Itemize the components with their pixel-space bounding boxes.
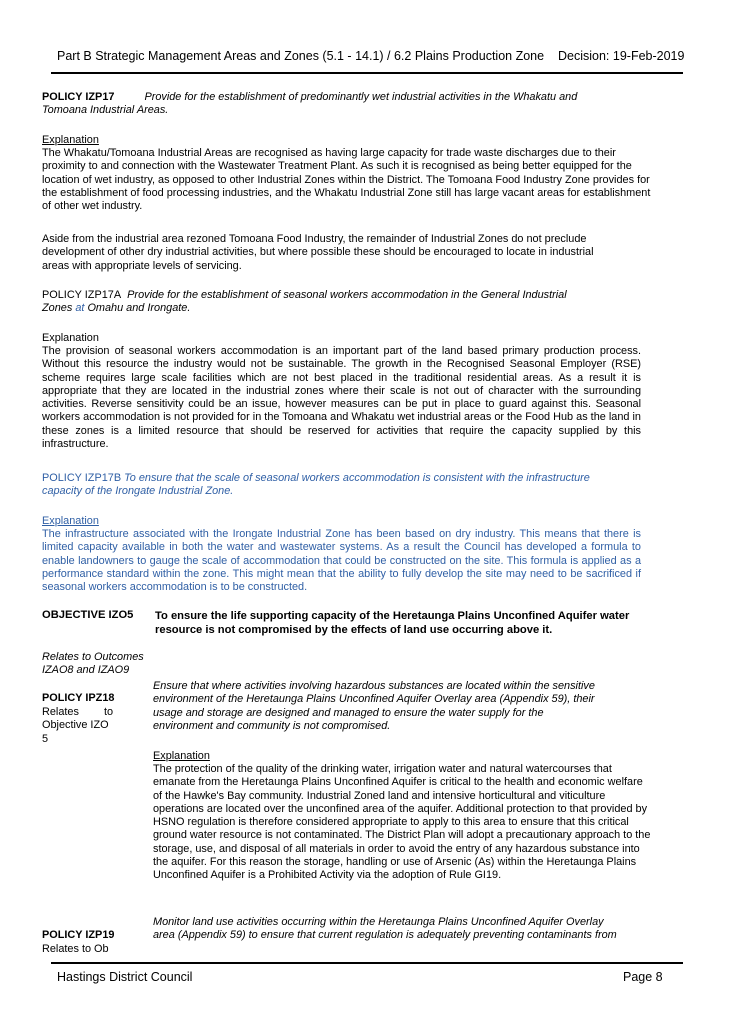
policy-izp17-text-cont: Tomoana Industrial Areas. [42,104,169,117]
header-rule [51,72,683,74]
policy-ipz18-text: Ensure that where activities involving hazardous substances are located within the sensitive environment of the Heretaunga Plains Unconfined Aquifer Overlay area (Appendix 59), their usage and storage are designed and managed to ensure the water supply for the environment and community is not compromised. [153,680,595,732]
policy-izp19-text: Monitor land use activities occurring within the Heretaunga Plains Unconfined Aquifer Overlay area (Appendix 59) to ensure that current regulation is adequately preventing contaminants from [153,916,617,942]
footer-council: Hastings District Council [57,970,193,984]
policy-izp19-relates: Relates to Ob [42,943,109,955]
policy-izp17a: POLICY IZP17A Provide for the establishment of seasonal workers accommodation in the General Industrial Zones at Omahu and Irongate. [42,289,567,315]
izp17a-explanation-body: The provision of seasonal workers accommodation is an important part of the land based primary production process. Without this resource the industry would not be sustainable. The growth in the Recognised Seasonal Employer (RSE) scheme requires large scale facilities which are not best placed in the traditional residential areas. As a result it is appropriate that they are located in the industrial zones where their scale is not out of character with the surrounding activities. Reverse sensitivity could be an issue, however measures can be put in place to guard against this. Seasonal workers accommodation is not provided for in the Tomoana and Whakatu wet industrial areas or the Food Hub as the land in these zones is a limited resource that should be reserved for activities that require the capacity supplied by this infrastructure. [42,345,641,451]
policy-izp17b-label: POLICY IZP17B [42,472,122,484]
policy-ipz18-relates: Relates to Objective IZO 5 [42,706,114,745]
izp17a-explanation-heading: Explanation [42,332,99,344]
footer-rule [51,962,683,964]
policy-izp19-label: POLICY IZP19 [42,929,115,941]
policy-izp17b: POLICY IZP17B To ensure that the scale of seasonal workers accommodation is consistent with the infrastructure capacity of the Irongate Industrial Zone. [42,472,590,498]
objective-relates-to-outcomes: Relates to Outcomes IZAO8 and IZAO9 [42,651,144,677]
ipz18-explanation-heading: Explanation [153,750,210,762]
izp17b-explanation-body: The infrastructure associated with the Irongate Industrial Zone has been based on dry industry. This means that there is limited capacity available in both the water and wastewater systems. As a result the Council has developed a formula to enable landowners to gauge the scale of accommodation that could be constructed on the site. This formula is applied as a performance standard within the zone. This might mean that the ability to fully develop the site may need to be sacrificed if seasonal workers accommodation is to be constructed. [42,528,641,594]
policy-ipz18-label: POLICY IPZ18 [42,692,115,704]
policy-izp17a-label: POLICY IZP17A [42,289,122,301]
ipz18-explanation-body: The protection of the quality of the drinking water, irrigation water and natural watercourses that emanate from the Heretaunga Plains Unconfined Aquifer is critical to the health and economic welfare of the Hawke's Bay community. Industrial Zoned land and intensive horticultural and viticulture operations are located over the unconfined area of the aquifer. Additional protection to that provided by HSNO regulation is therefore considered appropriate to apply to this area to ensure that this critical ground water resource is not contaminated. The District Plan will adopt a precautionary approach to the storage, use, and disposal of all materials in order to avoid the entry of any hazardous substance into the aquifer. For this reason the storage, handling or use of Arsenic (As) within the Heretaunga Plains Unconfined Aquifer is a Prohibited Activity via the adoption of Rule GI19. [153,763,651,882]
policy-izp17-text: Provide for the establishment of predominantly wet industrial activities in the Whakatu and [144,91,578,103]
policy-izp17-label: POLICY IZP17 [42,91,115,103]
header-decision-date: Decision: 19-Feb-2019 [558,49,685,63]
header-title: Part B Strategic Management Areas and Zones (5.1 - 14.1) / 6.2 Plains Production Zone [57,49,545,63]
tracked-change-insertion: at [75,302,85,315]
footer-page-number: Page 8 [623,970,663,984]
izp17-explanation-body-2: Aside from the industrial area rezoned Tomoana Food Industry, the remainder of Industrial Zones do not preclude development of other dry industrial activities, but where possible these should be encouraged to locate in industrial areas with appropriate levels of servicing. [42,233,594,272]
policy-izp17 [42,91,652,118]
izp17-explanation-heading: Explanation [42,134,99,146]
izp17-explanation-body: The Whakatu/Tomoana Industrial Areas are recognised as having large capacity for trade waste discharges due to their proximity to and connection with the Wastewater Treatment Plant. As such it is recognised as being better equipped for the location of wet industry, as opposed to other Industrial Zones within the District. The Tomoana Food Industry Zone provides for the establishment of food processing industries, and the Whakatu Industrial Zone still has large vacant areas for establishment of other wet industry. [42,147,651,213]
objective-izo5-text: To ensure the life supporting capacity of the Heretaunga Plains Unconfined Aquifer water resource is not compromised by the effects of land use occurring above it. [155,610,630,636]
objective-izo5-label: OBJECTIVE IZO5 [42,609,134,621]
izp17b-explanation-heading: Explanation [42,515,99,527]
